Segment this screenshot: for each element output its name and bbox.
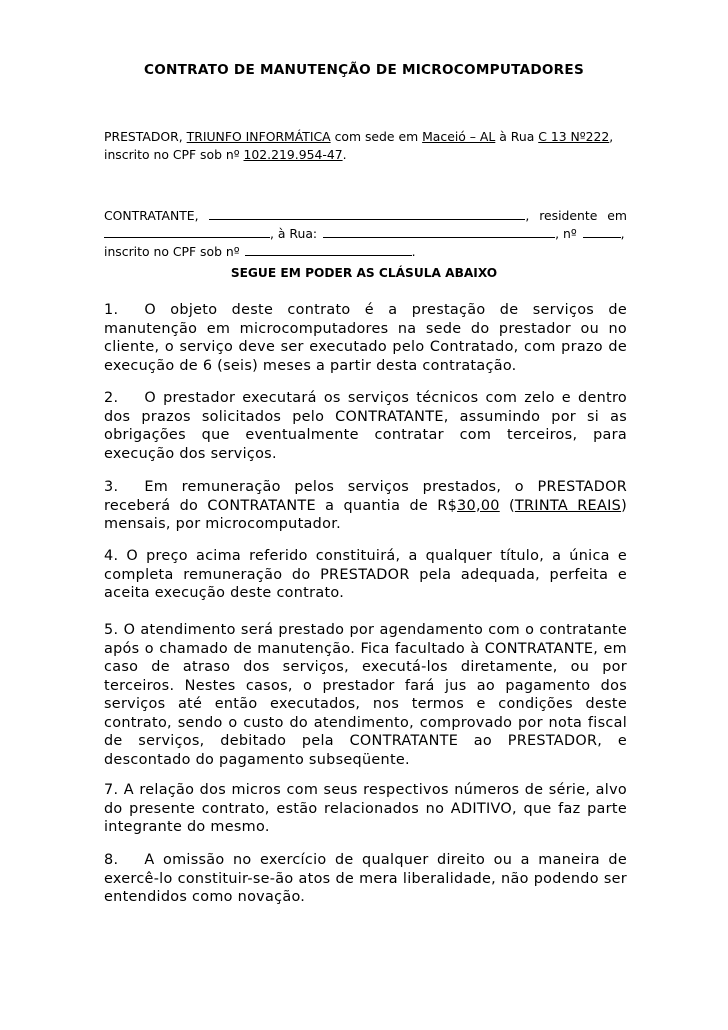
contratante-cpf-label: inscrito no CPF sob nº bbox=[104, 244, 240, 259]
prestador-paragraph bbox=[104, 128, 627, 164]
clause-number: 4. bbox=[104, 548, 119, 564]
clause-number: 2. bbox=[104, 390, 119, 406]
clause-3 bbox=[104, 478, 627, 534]
prestador-line2-suffix: . bbox=[342, 147, 347, 162]
clause-text-paren-open: ( bbox=[499, 497, 515, 514]
clause-number: 5. bbox=[104, 622, 119, 638]
contratante-line-2 bbox=[104, 225, 627, 243]
contratante-residence-field[interactable] bbox=[104, 225, 270, 238]
contratante-cpf-suffix: . bbox=[411, 244, 416, 259]
prestador-address: C 13 Nº222 bbox=[538, 129, 610, 144]
clause-7 bbox=[104, 781, 627, 837]
contratante-cpf-field[interactable] bbox=[245, 243, 412, 256]
clause-8 bbox=[104, 851, 627, 907]
clause-text-end: ) mensais, por microcomputador. bbox=[104, 497, 627, 532]
contratante-name-field[interactable] bbox=[209, 207, 526, 220]
contratante-street-field[interactable] bbox=[323, 225, 555, 238]
clause-number: 8. bbox=[104, 852, 119, 868]
document-title: CONTRATO DE MANUTENÇÃO DE MICROCOMPUTADORES bbox=[144, 62, 584, 78]
section-heading: SEGUE EM PODER AS CLÁSULA ABAIXO bbox=[230, 266, 498, 280]
clause-5 bbox=[104, 621, 627, 769]
prestador-text-1: com sede em bbox=[330, 129, 423, 144]
prestador-text-3: , bbox=[609, 129, 614, 144]
clause-text: A omissão no exercício de qualquer direito ou a maneira de exercê-lo constituir-se-ão atos de mera liberalidade, não podendo ser entendidos como novação. bbox=[104, 852, 627, 905]
clause-number: 7. bbox=[104, 782, 119, 798]
contratante-label: CONTRATANTE, bbox=[104, 208, 199, 223]
prestador-text-2: à Rua bbox=[495, 129, 539, 144]
clause-amount: 30,00 bbox=[457, 497, 500, 514]
prestador-label: PRESTADOR, bbox=[104, 129, 183, 144]
clause-text: O prestador executará os serviços técnicos com zelo e dentro dos prazos solicitados pelo CONTRATANTE, assumindo por si as obrigações que eventualmente contratar com terceiros, para execução dos serviços. bbox=[104, 390, 627, 462]
contratante-comma: , bbox=[620, 226, 625, 241]
clause-4 bbox=[104, 547, 627, 603]
prestador-line-1 bbox=[104, 128, 627, 146]
clause-amount-words: TRINTA REAIS bbox=[514, 497, 622, 514]
clause-text: A relação dos micros com seus respectivos números de série, alvo do presente contrato, estão relacionados no ADITIVO, que faz parte integrante do mesmo. bbox=[104, 782, 628, 835]
contratante-numero-label: , nº bbox=[555, 226, 577, 241]
prestador-line-2 bbox=[104, 146, 627, 164]
contratante-rua-label: , à Rua: bbox=[270, 226, 318, 241]
clause-text: O preço acima referido constituirá, a qualquer título, a única e completa remuneração do PRESTADOR pela adequada, perfeita e aceita execução deste contrato. bbox=[104, 548, 627, 601]
contratante-line-3 bbox=[104, 243, 627, 261]
prestador-name: TRIUNFO INFORMÁTICA bbox=[186, 129, 331, 144]
prestador-cpf-label: inscrito no CPF sob nº bbox=[104, 147, 244, 162]
clause-2 bbox=[104, 389, 627, 463]
prestador-cpf: 102.219.954-47 bbox=[243, 147, 343, 162]
contratante-line-1 bbox=[104, 207, 627, 225]
clause-text: O objeto deste contrato é a prestação de serviços de manutenção em microcomputadores na sede do prestador ou no cliente, o serviço deve ser executado pelo Contratado, com prazo de execução de 6 (seis) meses a partir desta contratação. bbox=[104, 302, 627, 374]
clause-number: 3. bbox=[104, 479, 119, 495]
clause-text: O atendimento será prestado por agendamento com o contratante após o chamado de manutenção. Fica facultado à CONTRATANTE, em caso de atraso dos serviços, executá-los diretamente, ou por terceiros. Nestes casos, o prestador fará jus ao pagamento dos serviços até então executados, nos termos e condições deste contrato, sendo o custo do atendimento, comprovado por nota fiscal de serviços, debitado pela CONTRATANTE ao PRESTADOR, e descontado do pagamento subseqüente. bbox=[104, 622, 628, 768]
prestador-city: Maceió – AL bbox=[422, 129, 496, 144]
contratante-number-field[interactable] bbox=[583, 225, 621, 238]
clause-text: Em remuneração pelos serviços prestados, o PRESTADOR receberá do CONTRATANTE a quantia de R$ bbox=[104, 479, 627, 514]
clause-1 bbox=[104, 301, 627, 375]
contratante-paragraph bbox=[104, 207, 627, 261]
contratante-residente: , residente em bbox=[525, 208, 627, 223]
clause-number: 1. bbox=[104, 302, 119, 318]
